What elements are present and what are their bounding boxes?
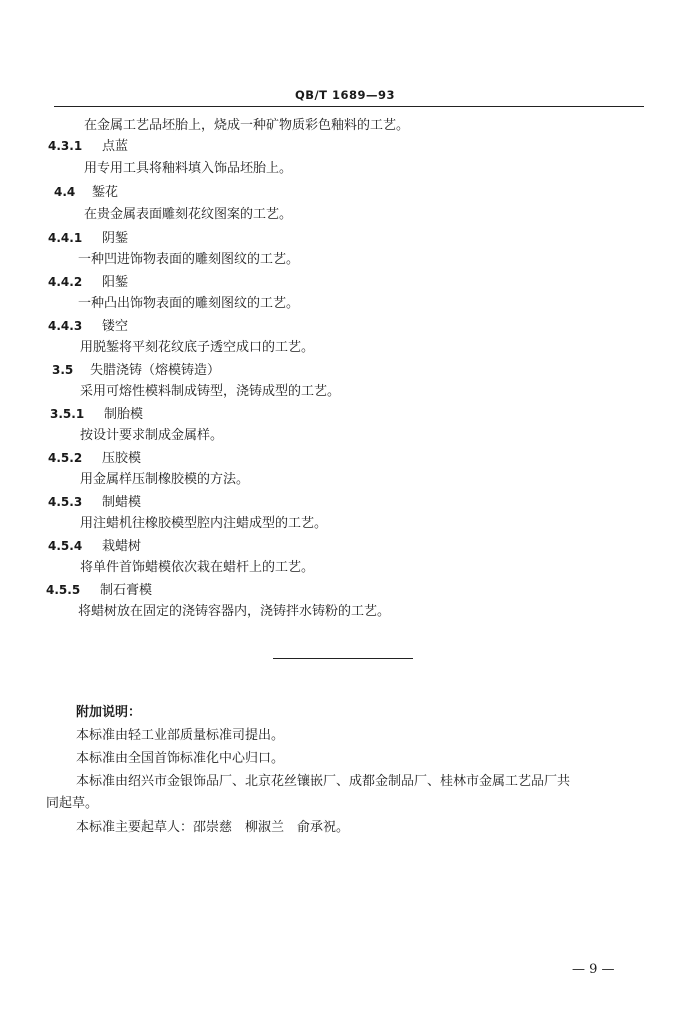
notes-line: 本标准主要起草人：邵崇慈 柳淑兰 俞承祝。 bbox=[76, 820, 350, 835]
header-rule bbox=[54, 106, 644, 107]
section-body: 将蜡树放在固定的浇铸容器内，浇铸拌水铸粉的工艺。 bbox=[78, 604, 391, 619]
notes-line: 本标准由绍兴市金银饰品厂、北京花丝镶嵌厂、成都金制品厂、桂林市金属工艺品厂共 bbox=[76, 774, 571, 789]
section-number: 4.5.3 bbox=[48, 495, 83, 509]
section-number: 4.5.5 bbox=[46, 583, 81, 597]
section-heading bbox=[52, 362, 220, 379]
section-title: 制石膏模 bbox=[100, 583, 153, 598]
notes-title: 附加说明： bbox=[76, 705, 142, 720]
section-body: 用专用工具将釉料填入饰品坯胎上。 bbox=[84, 161, 293, 176]
end-rule bbox=[273, 658, 413, 659]
section-heading bbox=[48, 494, 141, 511]
section-number: 4.4.3 bbox=[48, 319, 83, 333]
section-title: 阴錾 bbox=[102, 231, 129, 246]
section-number: 3.5 bbox=[52, 363, 74, 377]
section-title: 镂空 bbox=[102, 319, 129, 334]
section-body: 用注蜡机往橡胶模型腔内注蜡成型的工艺。 bbox=[80, 516, 328, 531]
section-heading bbox=[48, 230, 128, 247]
section-heading bbox=[48, 450, 141, 467]
section-heading bbox=[46, 582, 152, 599]
notes-line: 同起草。 bbox=[46, 796, 99, 811]
section-body: 用金属样压制橡胶模的方法。 bbox=[80, 472, 250, 487]
section-body: 按设计要求制成金属样。 bbox=[80, 428, 224, 443]
section-title: 失腊浇铸（熔模铸造） bbox=[90, 363, 221, 378]
section-body: 采用可熔性模料制成铸型，浇铸成型的工艺。 bbox=[80, 384, 341, 399]
section-heading bbox=[48, 138, 128, 155]
section-body: 一种凹进饰物表面的雕刻图纹的工艺。 bbox=[78, 252, 300, 267]
section-number: 4.5.4 bbox=[48, 539, 83, 553]
section-body: 一种凸出饰物表面的雕刻图纹的工艺。 bbox=[78, 296, 300, 311]
section-heading bbox=[50, 406, 143, 423]
section-title: 制胎模 bbox=[104, 407, 144, 422]
section-title: 阳錾 bbox=[102, 275, 129, 290]
section-heading bbox=[54, 184, 118, 201]
section-title: 点蓝 bbox=[102, 139, 129, 154]
section-body: 用脱錾将平刻花纹底子透空成口的工艺。 bbox=[80, 340, 315, 355]
section-number: 4.4 bbox=[54, 185, 76, 199]
section-body: 在贵金属表面雕刻花纹图案的工艺。 bbox=[84, 207, 293, 222]
section-title: 压胶模 bbox=[102, 451, 142, 466]
section-heading bbox=[48, 538, 141, 555]
section-number: 4.4.1 bbox=[48, 231, 83, 245]
intro-line: 在金属工艺品坯胎上，烧成一种矿物质彩色釉料的工艺。 bbox=[84, 118, 410, 133]
notes-line: 本标准由轻工业部质量标准司提出。 bbox=[76, 728, 285, 743]
notes-line: 本标准由全国首饰标准化中心归口。 bbox=[76, 751, 285, 766]
section-title: 制蜡模 bbox=[102, 495, 142, 510]
section-number: 4.5.2 bbox=[48, 451, 83, 465]
page-header: QB/T 1689—93 bbox=[294, 88, 396, 102]
section-number: 3.5.1 bbox=[50, 407, 85, 421]
page-number: — 9 — bbox=[572, 962, 615, 977]
section-number: 4.4.2 bbox=[48, 275, 83, 289]
section-body: 将单件首饰蜡模依次栽在蜡杆上的工艺。 bbox=[80, 560, 315, 575]
section-number: 4.3.1 bbox=[48, 139, 83, 153]
section-heading bbox=[48, 274, 128, 291]
section-heading bbox=[48, 318, 128, 335]
section-title: 錾花 bbox=[92, 185, 119, 200]
section-title: 栽蜡树 bbox=[102, 539, 142, 554]
